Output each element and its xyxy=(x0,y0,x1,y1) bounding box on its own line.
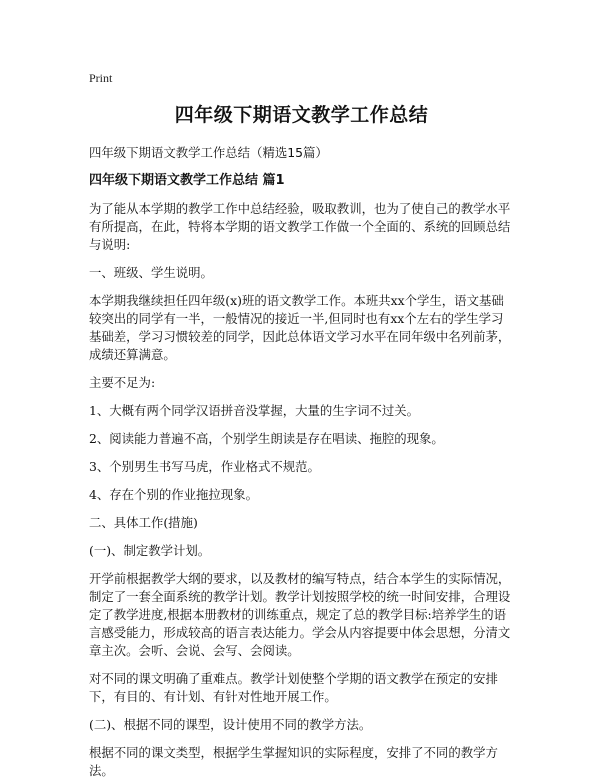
shortcoming-item-1: 1、大概有两个同学汉语拼音没掌握，大量的生字词不过关。 xyxy=(89,403,420,418)
paragraph-class-info: 本学期我继续担任四年级(x)班的语文教学工作。本班共xx个学生，语文基础较突出的同学有一半，一般情况的接近一半,但同时也有xx个左右的学生学习基础差，学习习惯较差的同学，因此总体语文学习水平在同年级中名列前茅，成绩还算满意。 xyxy=(89,293,511,362)
heading-shortcomings: 主要不足为: xyxy=(89,375,156,390)
section-title: 四年级下期语文教学工作总结 篇1 xyxy=(89,173,285,188)
paragraph-teaching-plan: 开学前根据教学大纲的要求，以及教材的编写特点，结合本学生的实际情况，制定了一套全面系统的教学计划。教学计划按照学校的统一时间安排，合理设定了教学进度,根据本册教材的训练重点，规定了总的教学目标:培养学生的语言感受能力，形成较高的语言表达能力。学会从内容提要中体会思想，分清文章主次。会听、会说、会写、会阅读。 xyxy=(89,571,511,658)
heading-class-students: 一、班级、学生说明。 xyxy=(89,265,213,280)
print-link[interactable]: Print xyxy=(89,71,113,85)
heading-teaching-plan: (一)、制定教学计划。 xyxy=(89,543,211,558)
shortcoming-item-3: 3、个别男生书写马虎，作业格式不规范。 xyxy=(89,459,320,474)
paragraph-key-points: 对不同的课文明确了重难点。教学计划使整个学期的语文教学在预定的安排下，有目的、有计划、有针对性地开展工作。 xyxy=(89,671,498,704)
shortcoming-item-2: 2、阅读能力普遍不高，个别学生朗读是存在唱读、拖腔的现象。 xyxy=(89,431,444,446)
heading-measures: 二、具体工作(措施) xyxy=(89,515,198,530)
paragraph-teaching-methods: 根据不同的课文类型，根据学生掌握知识的实际程度，安排了不同的教学方法。 xyxy=(89,745,498,778)
heading-teaching-methods: (二)、根据不同的课型，设计使用不同的教学方法。 xyxy=(89,717,372,732)
document-title: 四年级下期语文教学工作总结 xyxy=(174,104,429,126)
shortcoming-item-4: 4、存在个别的作业拖拉现象。 xyxy=(89,487,258,502)
document-subtitle: 四年级下期语文教学工作总结（精选15篇） xyxy=(89,145,328,160)
paragraph-intro: 为了能从本学期的教学工作中总结经验，吸取教训，也为了使自己的教学水平有所提高，在此，特将本学期的语文教学工作做一个全面的、系统的回顾总结与说明: xyxy=(89,201,511,252)
